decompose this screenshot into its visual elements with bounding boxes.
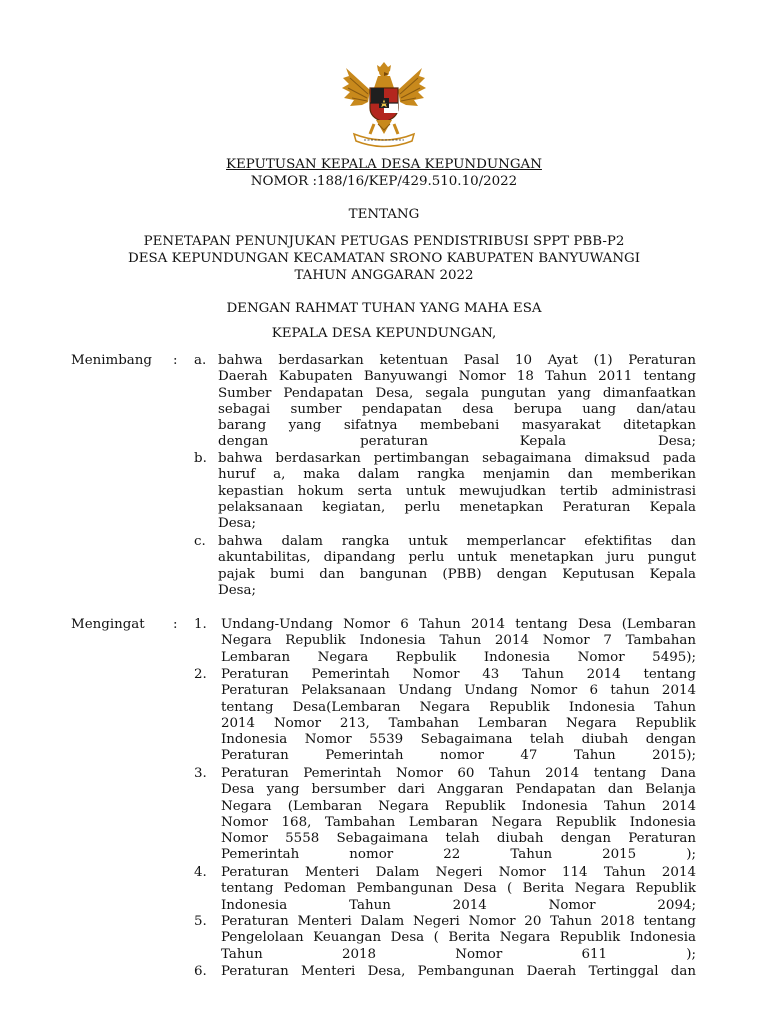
mengingat-colon: :: [173, 617, 178, 632]
text-line: Peraturan Menteri Desa, Pembangunan Daerah Tertinggal dan: [221, 964, 696, 979]
text-line: dengan peraturan Kepala Desa;: [218, 434, 696, 450]
text-line: Tahun 2018 Nomor 611 );: [221, 946, 696, 962]
text-line: Peraturan Menteri Dalam Negeri Nomor 114 Tahun 2014: [221, 865, 696, 880]
mengingat-mark-6: 6.: [194, 964, 207, 979]
mengingat-item-5: [221, 914, 696, 963]
menimbang-label: Menimbang: [71, 353, 152, 368]
blessing-line: DENGAN RAHMAT TUHAN YANG MAHA ESA: [226, 301, 542, 316]
text-line: Lembaran Negara Repbulik Indonesia Nomor 5495);: [221, 649, 696, 665]
text-line: Indonesia Tahun 2014 Nomor 2094;: [221, 897, 696, 913]
mengingat-mark-1: 1.: [194, 617, 207, 632]
text-line: Daerah Kabupaten Banyuwangi Nomor 18 Tahun 2011 tentang: [218, 369, 696, 385]
text-line: pelaksanaan kegiatan, perlu menetapkan Peraturan Kepala: [218, 499, 696, 515]
menimbang-item-b: [218, 451, 696, 532]
text-line: Pemerintah nomor 22 Tahun 2015 );: [221, 847, 696, 863]
text-line: Negara (Lembaran Negara Republik Indonesia Tahun 2014: [221, 798, 696, 814]
menimbang-colon: :: [173, 353, 178, 368]
subject-line-1: PENETAPAN PENUNJUKAN PETUGAS PENDISTRIBUSI SPPT PBB-P2: [143, 234, 625, 249]
text-line: bahwa berdasarkan ketentuan Pasal 10 Ayat (1) Peraturan: [218, 353, 696, 368]
menimbang-mark-a: a.: [194, 353, 207, 368]
text-line: Peraturan Pelaksanaan Undang Undang Nomor 6 tahun 2014: [221, 683, 696, 699]
mengingat-item-6: [221, 964, 696, 980]
menimbang-item-c: [218, 534, 696, 599]
text-line: Desa yang bersumber dari Anggaran Pendapatan dan Belanja: [221, 782, 696, 798]
decree-title: KEPUTUSAN KEPALA DESA KEPUNDUNGAN: [226, 157, 542, 172]
subject-line-3: TAHUN ANGGARAN 2022: [294, 268, 474, 283]
text-line: Negara Republik Indonesia Tahun 2014 Nomor 7 Tambahan: [221, 633, 696, 649]
text-line: huruf a, maka dalam rangka menjamin dan memberikan: [218, 467, 696, 483]
tentang-heading: TENTANG: [348, 207, 420, 222]
text-line: Sumber Pendapatan Desa, segala pungutan yang dimanfaatkan: [218, 385, 696, 401]
mengingat-item-4: [221, 865, 696, 914]
menimbang-mark-c: c.: [194, 534, 206, 549]
text-line: bahwa berdasarkan pertimbangan sebagaimana dimaksud pada: [218, 451, 696, 466]
text-line: sebagai sumber pendapatan desa berupa uang dan/atau: [218, 401, 696, 417]
text-line: Desa;: [218, 582, 257, 598]
subject-line-2: DESA KEPUNDUNGAN KECAMATAN SRONO KABUPATEN BANYUWANGI: [127, 251, 641, 266]
text-line: kepastian hokum serta untuk mewujudkan tertib administrasi: [218, 483, 696, 499]
text-line: Peraturan Pemerintah Nomor 60 Tahun 2014 tentang Dana: [221, 766, 696, 781]
text-line: Peraturan Pemerintah Nomor 43 Tahun 2014 tentang: [221, 667, 696, 682]
text-line: Indonesia Nomor 5539 Sebagaimana telah diubah dengan: [221, 732, 696, 748]
text-line: pajak bumi dan bangunan (PBB) dengan Keputusan Kepala: [218, 566, 696, 582]
decree-number: NOMOR :188/16/KEP/429.510.10/2022: [250, 174, 518, 189]
official-title: KEPALA DESA KEPUNDUNGAN,: [271, 326, 497, 341]
text-line: Pengelolaan Keuangan Desa ( Berita Negara Republik Indonesia: [221, 930, 696, 946]
mengingat-mark-3: 3.: [194, 766, 207, 781]
text-line: bahwa dalam rangka untuk memperlancar efektifitas dan: [218, 534, 696, 549]
mengingat-item-3: [221, 766, 696, 864]
text-line: Nomor 5558 Sebagaimana telah diubah dengan Peraturan: [221, 831, 696, 847]
text-line: tentang Pedoman Pembangunan Desa ( Berita Negara Republik: [221, 881, 696, 897]
mengingat-item-2: [221, 667, 696, 765]
mengingat-mark-5: 5.: [194, 914, 207, 929]
text-line: Peraturan Menteri Dalam Negeri Nomor 20 Tahun 2018 tentang: [221, 914, 696, 929]
text-line: barang yang sifatnya membebani masyarakat ditetapkan: [218, 418, 696, 434]
text-line: Peraturan Pemerintah nomor 47 Tahun 2015);: [221, 748, 696, 764]
text-line: tentang Desa(Lembaran Negara Republik Indonesia Tahun: [221, 699, 696, 715]
text-line: Undang-Undang Nomor 6 Tahun 2014 tentang Desa (Lembaran: [221, 617, 696, 632]
text-line: Desa;: [218, 516, 257, 532]
text-line: akuntabilitas, dipandang perlu untuk menetapkan juru pungut: [218, 550, 696, 566]
mengingat-label: Mengingat: [71, 617, 145, 632]
mengingat-mark-4: 4.: [194, 865, 207, 880]
mengingat-mark-2: 2.: [194, 667, 207, 682]
menimbang-item-a: [218, 353, 696, 451]
menimbang-mark-b: b.: [194, 451, 207, 466]
text-line: 2014 Nomor 213, Tambahan Lembaran Negara Republik: [221, 715, 696, 731]
text-line: Nomor 168, Tambahan Lembaran Negara Republik Indonesia: [221, 814, 696, 830]
mengingat-item-1: [221, 617, 696, 666]
garuda-pancasila-icon: [340, 58, 428, 150]
